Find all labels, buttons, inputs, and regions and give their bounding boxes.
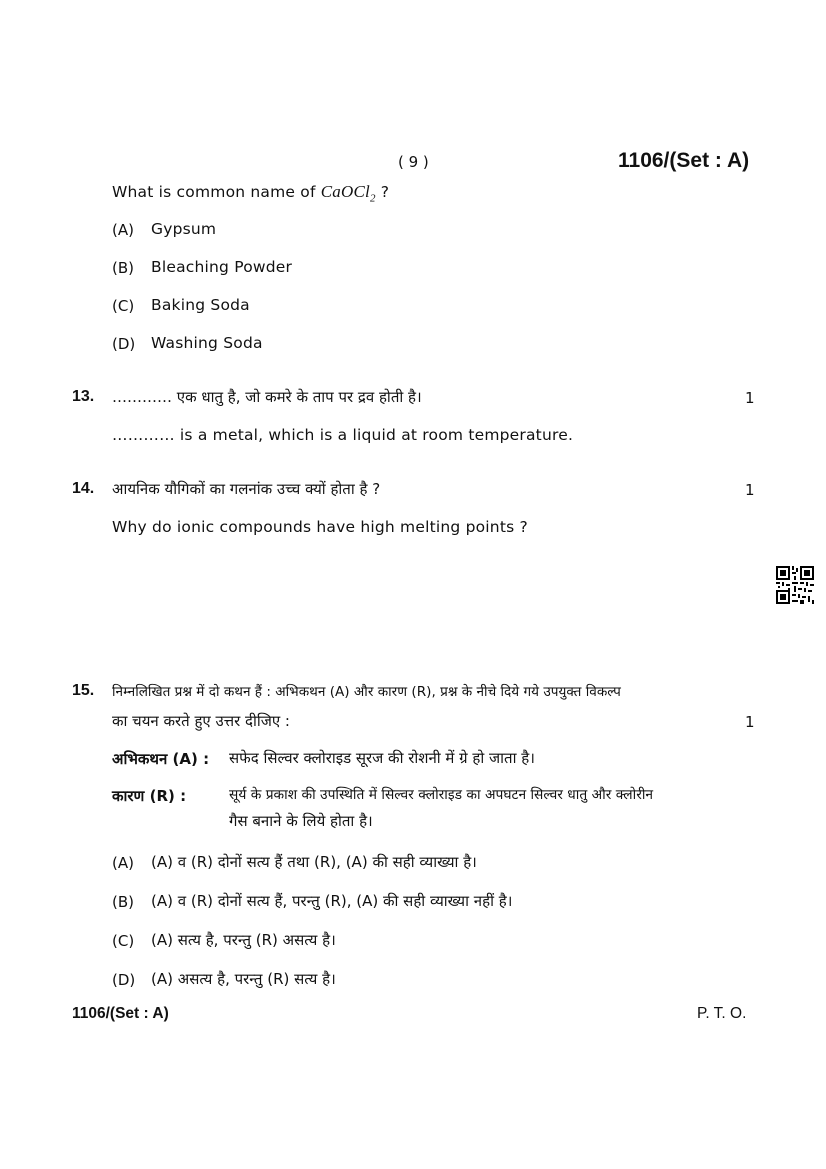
option-label: (A) [112,221,134,239]
option-text: (A) असत्य है, परन्तु (R) सत्य है। [151,970,336,988]
assertion-text: सफेद सिल्वर क्लोराइड सूरज की रोशनी में ग्रे हो जाता है। [229,749,535,767]
option-text: Washing Soda [151,334,263,352]
option-label: (C) [112,932,135,950]
option-text: Gypsum [151,220,217,238]
q15-number: 15. [72,682,95,699]
q13-english: ………… is a metal, which is a liquid at room temperature. [112,426,574,444]
option-label: (A) [112,854,134,872]
pto-label: P. T. O. [697,1005,747,1022]
assertion-label: अभिकथन (A) : [112,750,210,768]
page-number: ( 9 ) [398,153,429,171]
reason-text-line1: सूर्य के प्रकाश की उपस्थिति में सिल्वर क्लोराइड का अपघटन सिल्वर धातु और क्लोरीन [229,787,654,803]
q14-english: Why do ionic compounds have high melting points ? [112,518,528,536]
option-label: (D) [112,335,136,353]
set-code-header: 1106/(Set : A) [618,149,750,172]
reason-text-line2: गैस बनाने के लिये होता है। [229,812,373,830]
q15-instruction-line2: का चयन करते हुए उत्तर दीजिए : [112,712,290,730]
q12-question [112,182,389,204]
q13-hindi: ………… एक धातु है, जो कमरे के ताप पर द्रव होती है। [112,388,422,406]
q14-marks: 1 [745,481,755,499]
q14-hindi: आयनिक यौगिकों का गलनांक उच्च क्यों होता है ? [112,480,381,498]
set-code-footer: 1106/(Set : A) [72,1005,169,1022]
option-label: (B) [112,259,134,277]
option-text: Bleaching Powder [151,258,293,276]
q15-instruction-line1: निम्नलिखित प्रश्न में दो कथन हैं : अभिकथन (A) और कारण (R), प्रश्न के नीचे दिये गये उपयुक्त विकल्प [112,684,621,700]
qr-code [776,566,814,604]
reason-label: कारण (R) : [112,787,187,805]
option-label: (B) [112,893,134,911]
q13-marks: 1 [745,389,755,407]
q12-suffix: ? [375,183,390,201]
q15-marks: 1 [745,713,755,731]
option-text: (A) व (R) दोनों सत्य हैं, परन्तु (R), (A) की सही व्याख्या नहीं है। [151,892,513,910]
option-text: Baking Soda [151,296,250,314]
q12-formula: CaOCl$_2$ [320,182,376,205]
option-label: (D) [112,971,136,989]
option-text: (A) व (R) दोनों सत्य हैं तथा (R), (A) की सही व्याख्या है। [151,853,477,871]
option-label: (C) [112,297,135,315]
q12-prefix: What is common name of [112,183,321,201]
q14-number: 14. [72,480,95,497]
q13-number: 13. [72,388,95,405]
option-text: (A) सत्य है, परन्तु (R) असत्य है। [151,931,336,949]
